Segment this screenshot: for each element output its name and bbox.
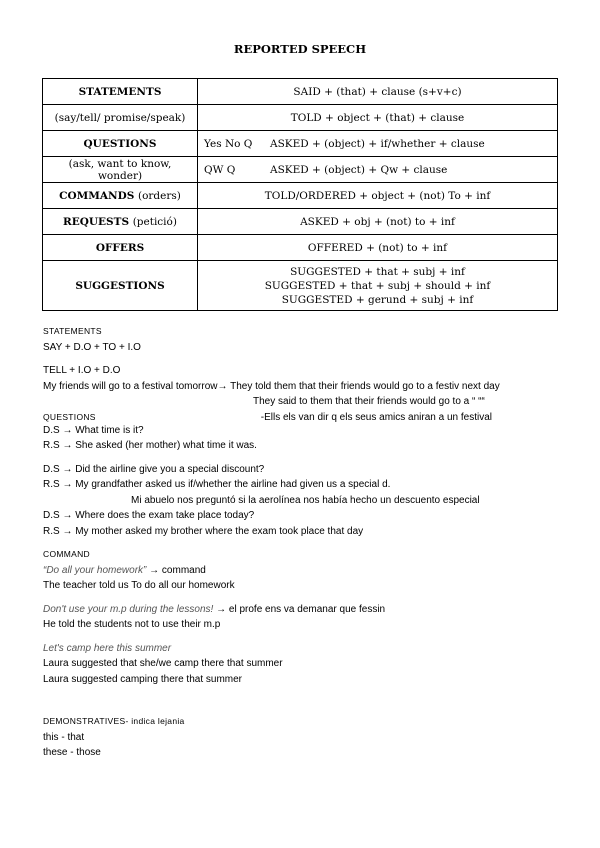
command-reported-1: The teacher told us To do all our homework <box>43 580 235 591</box>
statements-heading: STATEMENTS <box>43 326 102 336</box>
statements-rule-said: SAID + (that) + clause (s+v+c) <box>198 79 558 105</box>
command-heading: COMMAND <box>43 549 90 559</box>
command-quote-2: Don't use your m.p during the lessons! <box>43 603 214 615</box>
commands-title: COMMANDS <box>59 189 135 202</box>
q1-direct: D.S → What time is it? <box>43 424 144 436</box>
questions-label: QUESTIONS <box>43 131 198 157</box>
question-rule-text: ASKED + (object) + Qw + clause <box>270 163 448 176</box>
suggestions-label: SUGGESTIONS <box>43 261 198 311</box>
demonstrative-2: these - those <box>43 747 101 758</box>
table-row <box>43 235 558 261</box>
q3-direct: D.S → Where does the exam take place today? <box>43 510 255 521</box>
q2-reported: R.S → My grandfather asked us if/whether the airline had given us a special d. <box>43 479 391 490</box>
suggestions-rule-1: SUGGESTED + that + subj + inf <box>290 265 465 278</box>
questions-heading: QUESTIONS <box>43 411 96 422</box>
table-row <box>43 79 558 105</box>
command-reported-2: He told the students not to use their m.p <box>43 619 221 630</box>
q1-reported: R.S → She asked (her mother) what time it was. <box>43 440 257 451</box>
say-formula: SAY + D.O + TO + I.O <box>43 341 141 353</box>
table-row <box>43 261 558 311</box>
page-title: REPORTED SPEECH <box>233 42 367 56</box>
statements-rule-told: TOLD + object + (that) + clause <box>198 105 558 131</box>
question-type-yesno: Yes No Q <box>204 137 253 150</box>
question-type-qw: QW Q <box>204 163 236 176</box>
suggestions-rule-3: SUGGESTED + gerund + subj + inf <box>281 293 474 306</box>
command-arrow-2: → el profe ens va demanar que fessin <box>213 603 386 615</box>
suggestion-quote: Let's camp here this summer <box>43 642 172 654</box>
questions-verbs: (ask, want to know, wonder) <box>43 157 198 183</box>
suggestions-rule-2: SUGGESTED + that + subj + should + inf <box>264 279 491 292</box>
table-row <box>43 209 558 235</box>
requests-note: (petició) <box>132 215 177 228</box>
q2-translation: Mi abuelo nos preguntó si la aerolínea nos había hecho un descuento especial <box>131 494 480 506</box>
offers-rule: OFFERED + (not) to + inf <box>198 235 558 261</box>
tell-formula: TELL + I.O + D.O <box>43 365 121 376</box>
suggestion-reported-1: Laura suggested that she/we camp there that summer <box>43 658 283 669</box>
table-row <box>43 105 558 131</box>
table-row <box>43 131 558 157</box>
commands-note: (orders) <box>137 189 181 202</box>
command-example-1 <box>43 563 583 579</box>
command-example-2 <box>43 602 583 618</box>
statement-example: My friends will go to a festival tomorrow→ They told them that their friends would go to a festiv next day <box>43 380 500 392</box>
command-quote-1: “Do all your homework” <box>43 564 147 576</box>
demonstratives-heading: DEMONSTRATIVES- indica lejania <box>43 716 185 726</box>
requests-rule: ASKED + obj + (not) to + inf <box>198 209 558 235</box>
questions-row <box>43 410 583 423</box>
demonstrative-1: this - that <box>43 731 85 743</box>
question-rule-text: ASKED + (object) + if/whether + clause <box>270 137 485 150</box>
statement-example-said: They said to them that their friends would go to a “ ““ <box>253 396 485 407</box>
notes-section <box>43 324 583 761</box>
commands-label <box>43 183 198 209</box>
q2-direct: D.S → Did the airline give you a special discount? <box>43 463 265 475</box>
commands-rule: TOLD/ORDERED + object + (not) To + inf <box>198 183 558 209</box>
offers-label: OFFERS <box>43 235 198 261</box>
requests-label <box>43 209 198 235</box>
table-row <box>43 183 558 209</box>
requests-title: REQUESTS <box>63 215 130 228</box>
suggestion-reported-2: Laura suggested camping there that summer <box>43 673 242 685</box>
statement-translation: -Ells els van dir q els seus amics aniran a un festival <box>260 411 492 423</box>
table-row <box>43 157 558 183</box>
statements-label: STATEMENTS <box>43 79 198 105</box>
suggestions-rules <box>198 261 558 311</box>
questions-rule-qw <box>198 157 558 183</box>
command-arrow-1: → command <box>146 564 206 576</box>
questions-rule-yesno <box>198 131 558 157</box>
statements-verbs: (say/tell/ promise/speak) <box>43 105 198 131</box>
reported-speech-table <box>42 78 558 311</box>
q3-reported: R.S → My mother asked my brother where the exam took place that day <box>43 525 364 537</box>
